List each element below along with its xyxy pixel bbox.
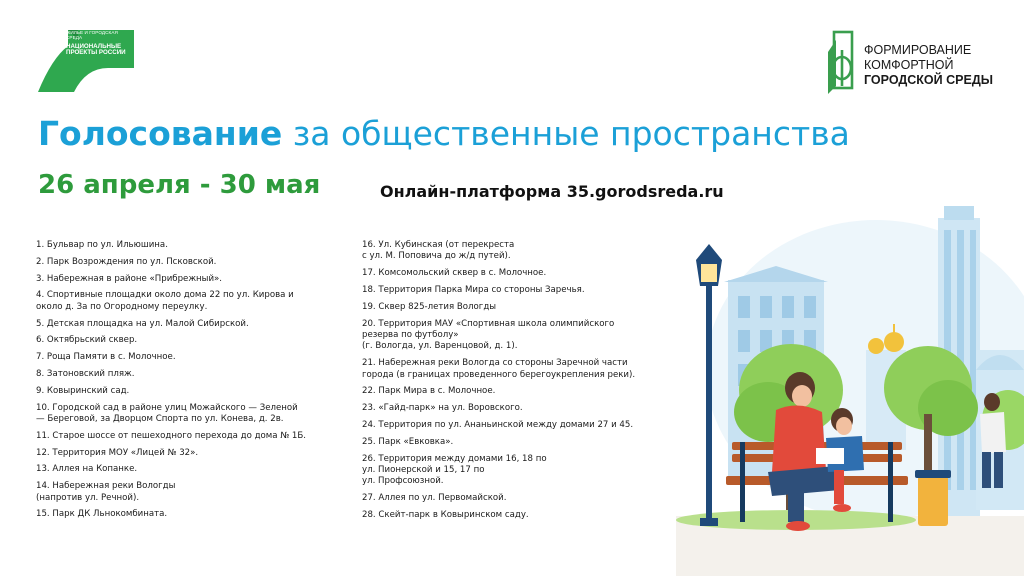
list-item: 24. Территория по ул. Ананьинской между домами 27 и 45. xyxy=(362,420,634,430)
logo-main-text: НАЦИОНАЛЬНЫЕ ПРОЕКТЫ РОССИИ xyxy=(66,42,126,57)
list-item: 26. Территория между домами 16, 18 по ул. Пионерской и 15, 17 по ул. Профсоюзной. xyxy=(362,453,547,487)
list-item: 7. Роща Памяти в с. Молочное. xyxy=(36,352,176,363)
list-item: 17. Комсомольский сквер в с. Молочное. xyxy=(362,268,547,279)
list-item: 16. Ул. Кубинская (от перекреста с ул. М. Поповича до ж/д путей). xyxy=(362,240,515,262)
list-item: 8. Затоновский пляж. xyxy=(36,368,135,379)
comfortable-environment-logo-text xyxy=(864,43,993,88)
trash-bin-icon xyxy=(915,470,951,526)
park-illustration xyxy=(676,200,1024,576)
list-item: 25. Парк «Евковка». xyxy=(362,436,454,447)
list-item: 5. Детская площадка на ул. Малой Сибирской. xyxy=(36,318,249,329)
logo-line-1: ФОРМИРОВАНИЕ xyxy=(864,43,972,57)
list-item: 15. Парк ДК Льнокомбината. xyxy=(36,509,168,520)
list-item: 13. Аллея на Копанке. xyxy=(36,464,138,475)
logo-line-3: ГОРОДСКОЙ СРЕДЫ xyxy=(864,73,993,87)
list-item: 4. Спортивные площадки около дома 22 по ул. Кирова и около д. За по Огородному переулку. xyxy=(36,290,294,312)
list-item: 28. Скейт-парк в Ковыринском саду. xyxy=(362,510,529,520)
list-item: 19. Сквер 825-летия Вологды xyxy=(362,301,497,312)
list-item: 18. Территория Парка Мира со стороны Заречья. xyxy=(362,285,585,295)
list-item: 22. Парк Мира в с. Молочное. xyxy=(362,386,496,397)
spaces-list-right xyxy=(362,240,672,527)
list-item: 6. Октябрьский сквер. xyxy=(36,335,138,346)
list-item: 1. Бульвар по ул. Ильюшина. xyxy=(36,240,168,250)
comfortable-environment-logo-icon xyxy=(820,30,860,96)
list-item: 20. Территория МАУ «Спортивная школа олимпийского резерва по футболу» (г. Вологда, ул. Варенцовой, д. 1). xyxy=(362,318,615,352)
logo-small-text: ЖИЛЬЕ И ГОРОДСКАЯ СРЕДА xyxy=(66,30,118,40)
list-item: 21. Набережная реки Вологда со стороны Заречной части города (в границах проведенного берегоукрепления реки). xyxy=(362,358,636,380)
national-projects-logo-text xyxy=(66,31,130,57)
page-title xyxy=(38,112,850,156)
logo-line-2: КОМФОРТНОЙ xyxy=(864,58,954,72)
list-item: 2. Парк Возрождения по ул. Псковской. xyxy=(36,256,217,267)
list-item: 27. Аллея по ул. Первомайской. xyxy=(362,493,507,504)
list-item: 14. Набережная реки Вологды (напротив ул. Речной). xyxy=(36,481,176,503)
page-title-bold: Голосование xyxy=(38,114,283,153)
spaces-list-left xyxy=(36,240,336,526)
list-item: 3. Набережная в районе «Прибрежный». xyxy=(36,273,223,284)
page-title-rest: за общественные пространства xyxy=(292,114,850,153)
platform-info: Онлайн-платформа 35.gorodsreda.ru xyxy=(380,182,724,201)
voting-dates: 26 апреля - 30 мая xyxy=(38,170,321,200)
list-item: 12. Территория МОУ «Лицей № 32». xyxy=(36,447,199,458)
list-item: 23. «Гайд-парк» на ул. Воровского. xyxy=(362,403,523,414)
list-item: 10. Городской сад в районе улиц Можайского — Зеленой — Береговой, за Дворцом Спорта по ул. Конева, д. 2в. xyxy=(36,402,298,424)
list-item: 11. Старое шоссе от пешеходного перехода до дома № 1Б. xyxy=(36,430,307,441)
list-item: 9. Ковыринский сад. xyxy=(36,385,130,396)
